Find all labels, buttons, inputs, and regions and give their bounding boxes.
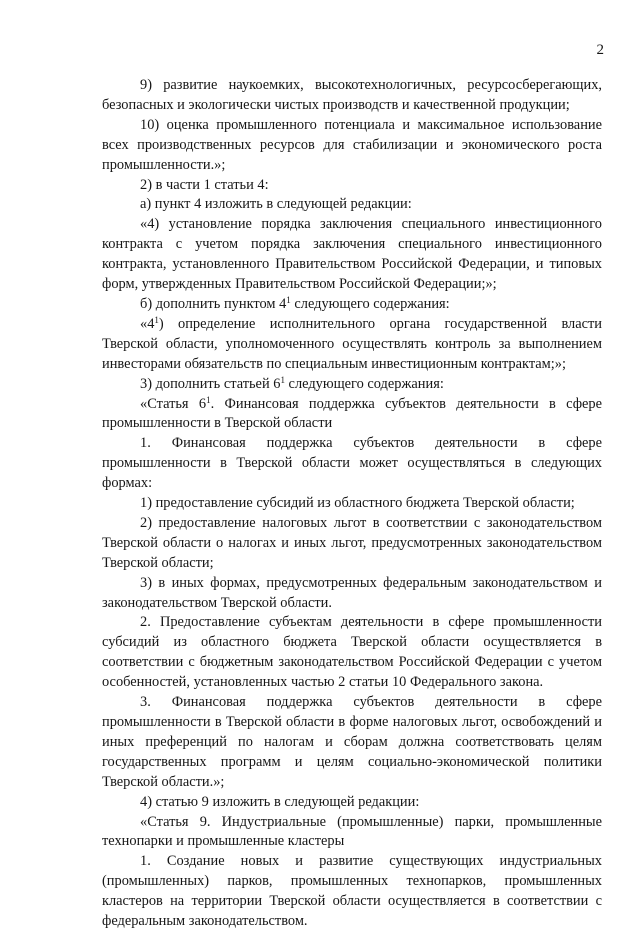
paragraph: 3. Финансовая поддержка субъектов деятельности в сфере промышленности в Тверской области в форме налоговых льгот, освобождений и иных преференций по налогам и сборам должна соответствовать целям государственных программ и целям социально-экономической политики Тверской области.»; [102, 694, 602, 790]
paragraph-text: 3) дополнить статьей 6 [140, 375, 281, 392]
paragraph [102, 375, 602, 395]
paragraph: а) пункт 4 изложить в следующей редакции: [140, 196, 412, 213]
paragraph [102, 315, 602, 375]
paragraph-text: «Статья 6 [140, 395, 207, 412]
paragraph: 2) предоставление налоговых льгот в соответствии с законодательством Тверской области о налогах и иных льгот, предусмотренных законодательством Тверской области; [102, 514, 602, 571]
paragraph: 10) оценка промышленного потенциала и максимальное использование всех производственных ресурсов для стабилизации и экономического роста промышленности.»; [102, 116, 602, 173]
paragraph: «4) установление порядка заключения специального инвестиционного контракта с учетом порядка заключения специального инвестиционного контракта, установленного Правительством Российской Федерации, и типовых форм, утвержденных Правительством Российской Федерации;»; [102, 216, 602, 293]
paragraph: 4) статью 9 изложить в следующей редакции: [140, 793, 420, 810]
paragraph: 9) развитие наукоемких, высокотехнологичных, ресурсосберегающих, безопасных и экологически чистых производств и качественной продукции; [102, 77, 602, 113]
superscript: 1 [154, 314, 159, 325]
paragraph-text: . Финансовая поддержка субъектов деятельности в сфере промышленности в Тверской области [102, 395, 602, 432]
paragraph: 3) в иных формах, предусмотренных федеральным законодательством и законодательством Тверской области. [102, 574, 602, 611]
paragraph [102, 295, 602, 315]
paragraph: 1) предоставление субсидий из областного бюджета Тверской области; [140, 495, 575, 512]
superscript: 1 [206, 394, 211, 405]
article-heading: «Статья 9. Индустриальные (промышленные) парки, промышленные технопарки и промышленные кластеры [102, 813, 602, 850]
paragraph-text: б) дополнить пунктом 4 [140, 295, 287, 312]
paragraph: 2) в части 1 статьи 4: [140, 176, 269, 193]
paragraph-text: следующего содержания: [284, 375, 444, 392]
paragraph: 2. Предоставление субъектам деятельности в сфере промышленности субсидий из областного бюджета Тверской области осуществляется в соответствии с бюджетным законодательством Российской Федерации с учетом особенностей, установленных частью 2 статьи 10 Федерального закона. [102, 614, 602, 691]
superscript: 1 [286, 294, 291, 305]
paragraph-text: ) определение исполнительного органа государственной власти Тверской области, уполномоченного осуществлять контроль за выполнением инвесторами обязательств по специальным инвестиционным контрактам;»; [102, 315, 602, 372]
paragraph: 1. Финансовая поддержка субъектов деятельности в сфере промышленности в Тверской области может осуществляться в следующих формах: [102, 435, 602, 492]
paragraph-text: следующего содержания: [290, 295, 450, 312]
article-heading [102, 395, 602, 435]
superscript: 1 [280, 374, 285, 385]
page-number: 2 [596, 42, 604, 58]
paragraph: 1. Создание новых и развитие существующих индустриальных (промышленных) парков, промышленных технопарков, промышленных кластеров на территории Тверской области осуществляется в соответствии с федеральным законодательством. [102, 853, 602, 930]
document-body [102, 76, 602, 932]
paragraph-text: «4 [140, 315, 155, 332]
